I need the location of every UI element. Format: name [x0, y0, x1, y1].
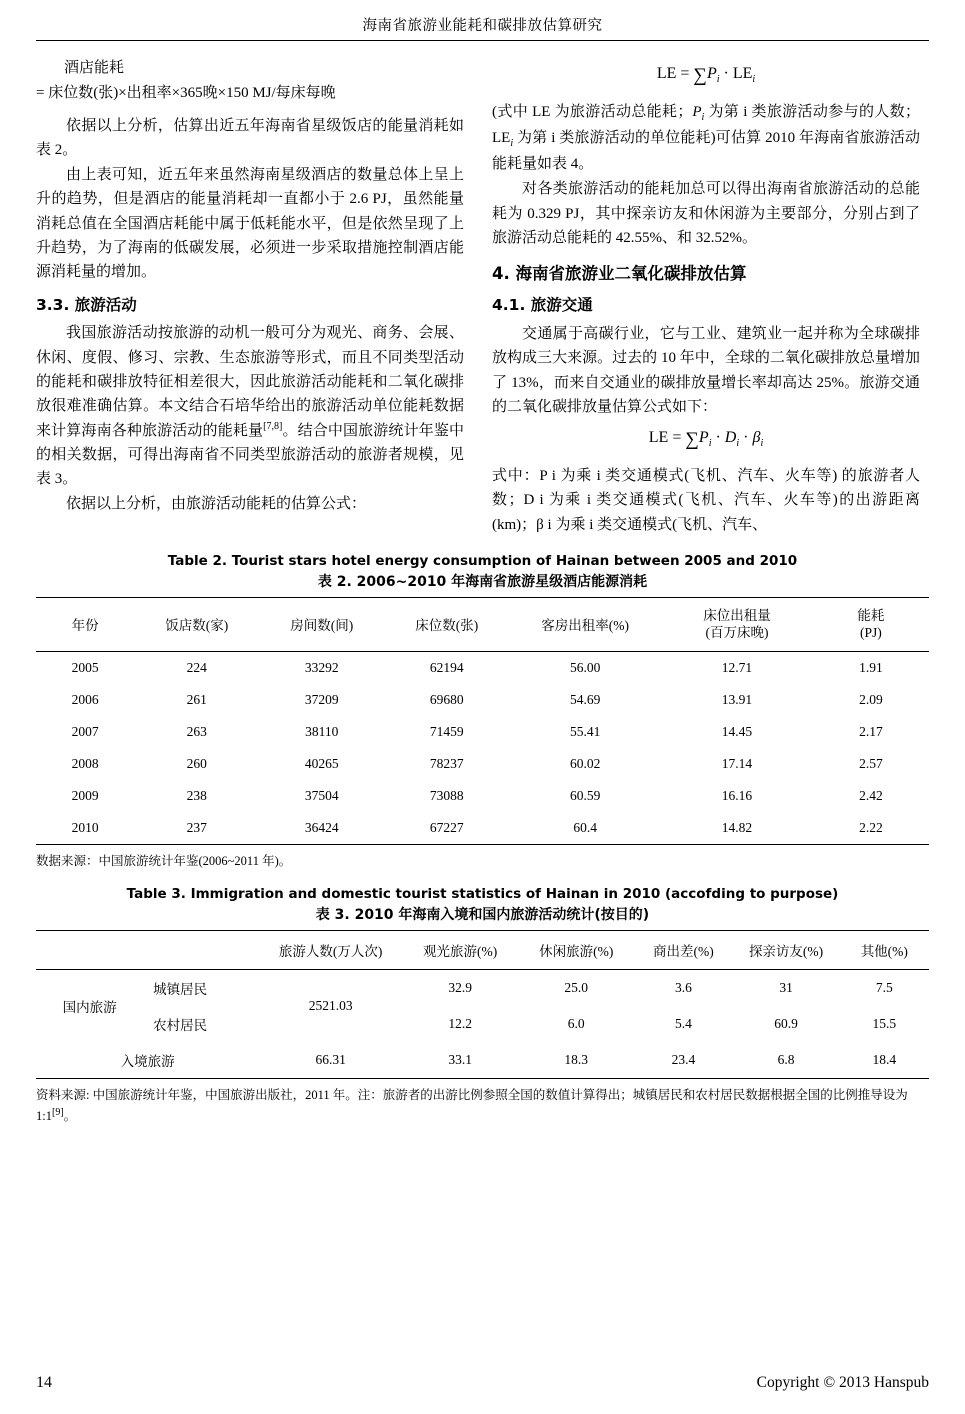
cell-category-inbound: 入境旅游 — [36, 1042, 259, 1079]
right-paragraph-1-c: 为第 i 类旅游活动的单位能耗)可估算 2010 年海南省旅游活动能耗量如表 4。 — [492, 129, 921, 173]
table-row — [36, 1042, 929, 1079]
cell-bednights: 13.91 — [721, 691, 753, 707]
table-row — [36, 716, 929, 748]
table-2 — [36, 597, 929, 845]
cell-visiting: 31 — [779, 979, 793, 995]
right-column — [492, 55, 920, 538]
cell-rooms: 37209 — [304, 691, 339, 707]
cell-year: 2010 — [36, 812, 134, 845]
table-row — [36, 780, 929, 812]
two-column-body — [36, 55, 929, 538]
table-3-col-business: 商出差(%) — [634, 930, 732, 969]
cell-energy: 2.17 — [859, 723, 883, 739]
cell-business: 23.4 — [634, 1042, 732, 1079]
table-2-col-occupancy: 客房出租率(%) — [509, 597, 661, 651]
cell-sightseeing: 33.1 — [402, 1042, 518, 1079]
cell-occupancy: 55.41 — [569, 723, 601, 739]
table-2-caption-en: Table 2. Tourist stars hotel energy consumption of Hainan between 2005 and 2010 — [167, 552, 798, 569]
page-number: 14 — [36, 1374, 52, 1391]
cell-year: 2008 — [71, 755, 99, 771]
table-2-col-bednights-line2: (百万床晚) — [705, 625, 769, 641]
cell-beds: 71459 — [429, 723, 464, 739]
table-3 — [36, 930, 929, 1079]
table-2-col-energy — [813, 597, 929, 651]
cell-hotels: 237 — [134, 812, 259, 845]
cell-year: 2007 — [71, 723, 99, 739]
cell-business: 5.4 — [674, 1015, 692, 1031]
cell-energy: 2.09 — [859, 691, 883, 707]
table-2-caption-cn: 表 2. 2006~2010 年海南省旅游星级酒店能源消耗 — [317, 573, 648, 590]
table-3-header-row — [36, 930, 929, 969]
table-row — [36, 748, 929, 780]
table-2-col-bednights-line1: 床位出租量 — [703, 607, 771, 623]
table-3-col-leisure: 休闲旅游(%) — [518, 930, 634, 969]
table-3-col-visiting: 探亲访友(%) — [732, 930, 839, 969]
running-head: 海南省旅游业能耗和碳排放估算研究 — [362, 18, 603, 34]
right-paragraph-1: (式中 LE 为旅游活动总能耗；$P_i$ 为第 i 类旅游活动参与的人数；$LE_i$ 为第 i 类旅游活动的单位能耗)可估算 2010 年海南省旅游活动能耗量如表 4。 — [492, 103, 921, 173]
left-paragraph-3 — [36, 321, 464, 491]
cell-beds: 78237 — [429, 755, 464, 771]
table-3-block — [36, 885, 929, 1126]
cell-category: 城镇居民 — [153, 981, 208, 997]
cell-occupancy: 60.59 — [569, 787, 601, 803]
formula-le-total: LE = $\sum P_i \cdot LE_i$ — [656, 65, 756, 86]
hotel-formula-line-2: = 床位数(张)×出租率×365晚×150 MJ/每床每晚 — [36, 85, 336, 102]
cell-occupancy: 60.02 — [569, 755, 601, 771]
cell-bednights: 12.71 — [721, 659, 753, 675]
table-2-col-hotels: 饭店数(家) — [134, 597, 259, 651]
section-heading-4-1: 4.1. 旅游交通 — [492, 296, 593, 315]
table-2-col-energy-line1: 能耗 — [857, 607, 885, 623]
citation-ref-78: [7,8] — [263, 420, 283, 432]
cell-beds: 73088 — [429, 787, 464, 803]
table-3-col-blank2 — [143, 930, 259, 969]
cell-occupancy: 60.4 — [509, 812, 661, 845]
table-3-col-sightseeing: 观光旅游(%) — [402, 930, 518, 969]
cell-hotels: 260 — [186, 755, 207, 771]
cell-rooms: 38110 — [305, 723, 339, 739]
cell-bednights: 17.14 — [721, 755, 753, 771]
cell-leisure: 25.0 — [564, 979, 589, 995]
cell-hotels: 238 — [186, 787, 207, 803]
cell-rooms: 40265 — [304, 755, 339, 771]
cell-business: 3.6 — [674, 979, 692, 995]
formula-le-transport: LE = $\sum P_i \cdot D_i \cdot \beta_i$ — [648, 429, 764, 451]
cell-beds: 69680 — [429, 691, 464, 707]
cell-leisure: 6.0 — [567, 1015, 585, 1031]
cell-energy: 2.57 — [859, 755, 883, 771]
cell-year: 2006 — [71, 691, 99, 707]
right-paragraph-3: 交通属于高碳行业，它与工业、建筑业一起并称为全球碳排放构成三大来源。过去的 10 年中，全球的二氧化碳排放总量增加了 13%，而来自交通业的碳排放量增长率却高达 25%。旅游交通的二氧化碳排放量估算公式如下： — [492, 326, 920, 415]
cell-rooms: 33292 — [304, 659, 339, 675]
header-rule — [36, 40, 929, 41]
cell-hotels: 261 — [186, 691, 207, 707]
cell-occupancy: 56.00 — [569, 659, 601, 675]
right-paragraph-1-b: 为第 i 类旅游活动参与的人数； — [708, 103, 921, 120]
table-row — [36, 651, 929, 684]
page-footer — [36, 1374, 929, 1392]
cell-beds: 67227 — [384, 812, 509, 845]
cell-other: 15.5 — [872, 1015, 897, 1031]
cell-other: 7.5 — [875, 979, 893, 995]
cell-other: 18.4 — [840, 1042, 929, 1079]
cell-tourist-count: 66.31 — [259, 1042, 402, 1079]
cell-rooms: 36424 — [259, 812, 384, 845]
cell-visiting: 60.9 — [774, 1015, 798, 1031]
cell-beds: 62194 — [429, 659, 464, 675]
table-row — [36, 969, 929, 1006]
cell-year: 2009 — [71, 787, 99, 803]
table-2-col-bednights — [661, 597, 813, 651]
table-3-source-b: 。 — [63, 1109, 77, 1124]
table-2-source: 数据来源：中国旅游统计年鉴(2006~2011 年)。 — [36, 853, 292, 868]
right-paragraph-1-a: (式中 LE 为旅游活动总能耗； — [492, 103, 693, 120]
left-paragraph-4: 依据以上分析，由旅游活动能耗的估算公式： — [66, 496, 367, 513]
table-row — [36, 684, 929, 716]
table-2-col-rooms: 房间数(间) — [259, 597, 384, 651]
cell-category: 农村居民 — [153, 1017, 208, 1033]
hotel-formula-line-1: 酒店能耗 — [64, 60, 125, 76]
section-heading-4: 4. 海南省旅游业二氧化碳排放估算 — [492, 264, 747, 284]
cell-hotels: 224 — [186, 659, 207, 675]
cell-tourist-count: 2521.03 — [308, 997, 353, 1013]
table-3-caption-en: Table 3. Immigration and domestic tourist statistics of Hainan in 2010 (accofding to purpose) — [126, 885, 839, 902]
table-2-col-beds: 床位数(张) — [384, 597, 509, 651]
table-2-col-energy-line2: (PJ) — [860, 625, 882, 641]
table-3-source-ref: [9] — [51, 1106, 64, 1118]
left-paragraph-3-b: 。结合中国旅游统计年鉴中的相关数据，可得出海南省不同类型旅游活动的旅游者规模，见表 3。 — [36, 422, 464, 488]
left-paragraph-2: 由上表可知，近五年来虽然海南星级酒店的数量总体上呈上升的趋势，但是酒店的能量消耗却一直都小于 2.6 PJ，虽然能量消耗总值在全国酒店耗能中属于低耗能水平，但是依然呈现了上升趋势，为了海南的低碳发展，必须进一步采取措施控制酒店能源消耗量的增加。 — [36, 167, 464, 281]
table-3-source — [36, 1086, 929, 1127]
table-row — [36, 812, 929, 845]
cell-bednights: 14.45 — [721, 723, 753, 739]
copyright-notice: Copyright © 2013 Hanspub — [756, 1374, 929, 1391]
cell-sightseeing: 32.9 — [448, 979, 472, 995]
cell-sightseeing: 12.2 — [448, 1015, 472, 1031]
right-paragraph-2: 对各类旅游活动的能耗加总可以得出海南省旅游活动的总能耗为 0.329 PJ，其中探亲访友和休闲游为主要部分，分别占到了旅游活动总能耗的 42.55%、和 32.52%。 — [492, 181, 920, 247]
table-2-block — [36, 552, 929, 871]
cell-energy: 2.42 — [859, 787, 883, 803]
table-3-col-other: 其他(%) — [840, 930, 929, 969]
cell-hotels: 263 — [186, 723, 207, 739]
cell-rooms: 37504 — [304, 787, 339, 803]
left-paragraph-1: 依据以上分析，估算出近五年海南省星级饭店的能量消耗如表 2。 — [36, 117, 464, 158]
cell-energy: 1.91 — [859, 659, 883, 675]
left-paragraph-3-a: 我国旅游活动按旅游的动机一般可分为观光、商务、会展、休闲、度假、修习、宗教、生态旅游等形式，而且不同类型活动的能耗和碳排放特征相差很大，因此旅游活动能耗和二氧化碳排放很难准确估算。本文结合石培华给出的旅游活动单位能耗数据来计算海南各种旅游活动的能耗量 — [36, 325, 464, 439]
table-2-header-row — [36, 597, 929, 651]
table-row — [36, 1006, 929, 1042]
table-3-col-blank1 — [36, 930, 143, 969]
cell-leisure: 18.3 — [518, 1042, 634, 1079]
cell-energy: 2.22 — [813, 812, 929, 845]
cell-occupancy: 54.69 — [569, 691, 601, 707]
cell-bednights: 16.16 — [721, 787, 753, 803]
cell-bednights: 14.82 — [661, 812, 813, 845]
table-3-caption-cn: 表 3. 2010 年海南入境和国内旅游活动统计(按目的) — [315, 906, 650, 923]
cell-group-domestic: 国内旅游 — [62, 999, 117, 1015]
cell-year: 2005 — [71, 659, 99, 675]
table-2-col-year: 年份 — [36, 597, 134, 651]
right-paragraph-4: 式中：P i 为乘 i 类交通模式(飞机、汽车、火车等) 的旅游者人数；D i 为乘 i 类交通模式(飞机、汽车、火车等)的出游距离(km)；β i 为乘 i 类交通模式(飞机、汽车、 — [492, 468, 920, 533]
cell-visiting: 6.8 — [732, 1042, 839, 1079]
table-3-col-tourists: 旅游人数(万人次) — [259, 930, 402, 969]
left-column — [36, 55, 464, 538]
section-heading-3-3: 3.3. 旅游活动 — [36, 295, 137, 314]
table-3-source-a: 资料来源: 中国旅游统计年鉴，中国旅游出版社，2011 年。注：旅游者的出游比例参照全国的数值计算得出；城镇居民和农村居民数据根据全国的比例推导设为 1:1 — [36, 1087, 908, 1124]
